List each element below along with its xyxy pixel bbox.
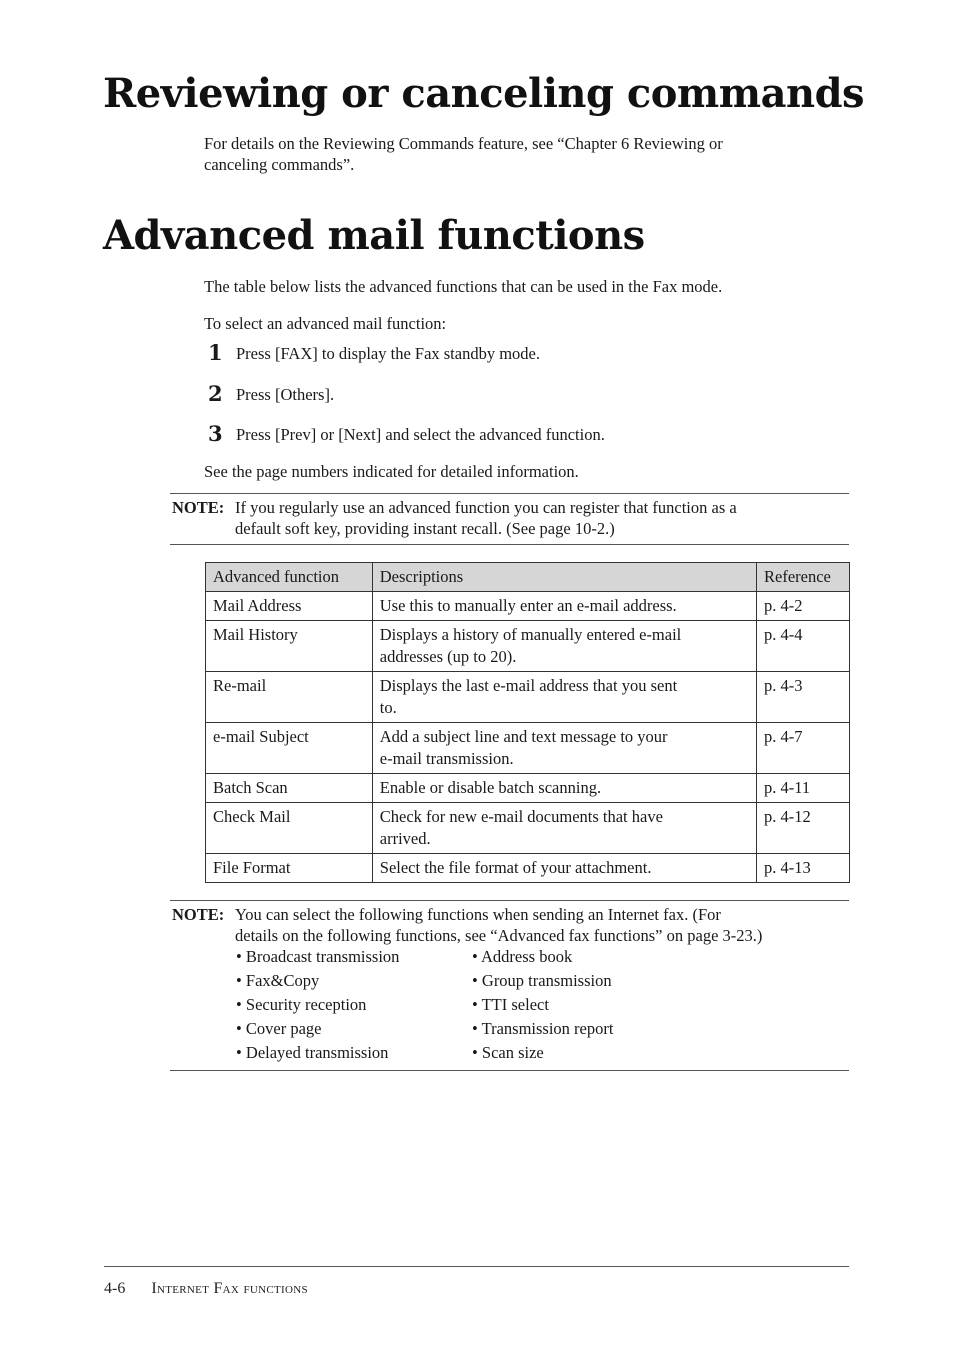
cell-description [372, 803, 756, 854]
cell-function: Check Mail [206, 803, 373, 854]
cell-function: File Format [206, 854, 373, 883]
list-item: • Broadcast transmission [236, 947, 400, 966]
header-descriptions: Descriptions [372, 563, 756, 592]
cell-description [372, 854, 756, 883]
desc-line: Check for new e-mail documents that have [379, 807, 663, 826]
cell-description [372, 621, 756, 672]
cell-reference: p. 4-7 [757, 723, 850, 774]
advanced-intro: The table below lists the advanced functions that can be used in the Fax mode. [204, 277, 723, 296]
note2-line2: details on the following functions, see “Advanced fax functions” on page 3-23.) [235, 926, 763, 945]
header-reference: Reference [757, 563, 850, 592]
note2-bottom-rule [170, 1070, 849, 1071]
page-number: 4-6 [104, 1280, 126, 1297]
cell-function: Batch Scan [206, 774, 373, 803]
note-1 [172, 497, 849, 539]
list-item: • Security reception [236, 995, 367, 1014]
list-item: • Group transmission [472, 971, 612, 990]
step-number: 2 [208, 381, 223, 406]
cell-description [372, 774, 756, 803]
advanced-functions-table [205, 562, 850, 883]
list-item: • Address book [472, 947, 573, 966]
cell-function: e-mail Subject [206, 723, 373, 774]
cell-description [372, 723, 756, 774]
cell-description [372, 672, 756, 723]
table-row [206, 854, 850, 883]
step-number: 1 [208, 340, 223, 365]
list-item: • TTI select [472, 995, 549, 1014]
cell-reference: p. 4-13 [757, 854, 850, 883]
desc-line: Enable or disable batch scanning. [379, 778, 602, 797]
cell-reference: p. 4-3 [757, 672, 850, 723]
list-item: • Fax&Copy [236, 971, 320, 990]
function-list-column-2 [472, 945, 613, 1065]
desc-line: Displays the last e-mail address that you sent [379, 676, 678, 695]
cell-reference: p. 4-12 [757, 803, 850, 854]
footer-section-name: Internet Fax functions [151, 1280, 308, 1297]
desc-line: Add a subject line and text message to your [379, 727, 668, 746]
list-item: • Delayed transmission [236, 1043, 389, 1062]
table-row [206, 592, 850, 621]
see-pages-text: See the page numbers indicated for detailed information. [204, 462, 579, 481]
cell-function: Re-mail [206, 672, 373, 723]
note1-line1: If you regularly use an advanced function you can register that function as a [235, 498, 737, 517]
select-intro: To select an advanced mail function: [204, 314, 447, 333]
table-header-row [206, 563, 850, 592]
function-list-column-1 [236, 945, 399, 1065]
list-item: • Transmission report [472, 1019, 614, 1038]
header-advanced-function: Advanced function [206, 563, 373, 592]
note-label: NOTE: [172, 905, 225, 924]
cell-reference: p. 4-2 [757, 592, 850, 621]
list-item: • Cover page [236, 1019, 322, 1038]
desc-line: Use this to manually enter an e-mail address. [379, 596, 677, 615]
cell-reference: p. 4-4 [757, 621, 850, 672]
table-row [206, 774, 850, 803]
footer-rule [104, 1266, 849, 1267]
cell-description [372, 592, 756, 621]
list-item: • Scan size [472, 1043, 544, 1062]
note1-line2: default soft key, providing instant recall. (See page 10-2.) [235, 519, 615, 538]
page-footer [104, 1280, 308, 1298]
step-text: Press [FAX] to display the Fax standby mode. [236, 344, 541, 363]
note-2 [172, 904, 849, 946]
note-label: NOTE: [172, 498, 225, 517]
cell-function: Mail Address [206, 592, 373, 621]
table-row [206, 672, 850, 723]
table-row [206, 803, 850, 854]
desc-line: addresses (up to 20). [379, 647, 517, 666]
heading-advanced-mail-functions: Advanced mail functions [103, 212, 645, 259]
reviewing-para-line2: canceling commands”. [204, 155, 355, 174]
desc-line: Displays a history of manually entered e-mail [379, 625, 682, 644]
step-text: Press [Prev] or [Next] and select the advanced function. [236, 425, 605, 444]
reviewing-para-line1: For details on the Reviewing Commands feature, see “Chapter 6 Reviewing or [204, 134, 723, 153]
note1-bottom-rule [170, 544, 849, 545]
cell-function: Mail History [206, 621, 373, 672]
table-row [206, 621, 850, 672]
note1-top-rule [170, 493, 849, 494]
heading-reviewing-commands: Reviewing or canceling commands [103, 70, 865, 117]
note2-top-rule [170, 900, 849, 901]
step-text: Press [Others]. [236, 385, 335, 404]
desc-line: e-mail transmission. [379, 749, 514, 768]
desc-line: Select the file format of your attachment. [379, 858, 652, 877]
desc-line: arrived. [379, 829, 431, 848]
cell-reference: p. 4-11 [757, 774, 850, 803]
note2-line1: You can select the following functions when sending an Internet fax. (For [235, 905, 721, 924]
desc-line: to. [379, 698, 397, 717]
table-row [206, 723, 850, 774]
step-number: 3 [208, 421, 223, 446]
